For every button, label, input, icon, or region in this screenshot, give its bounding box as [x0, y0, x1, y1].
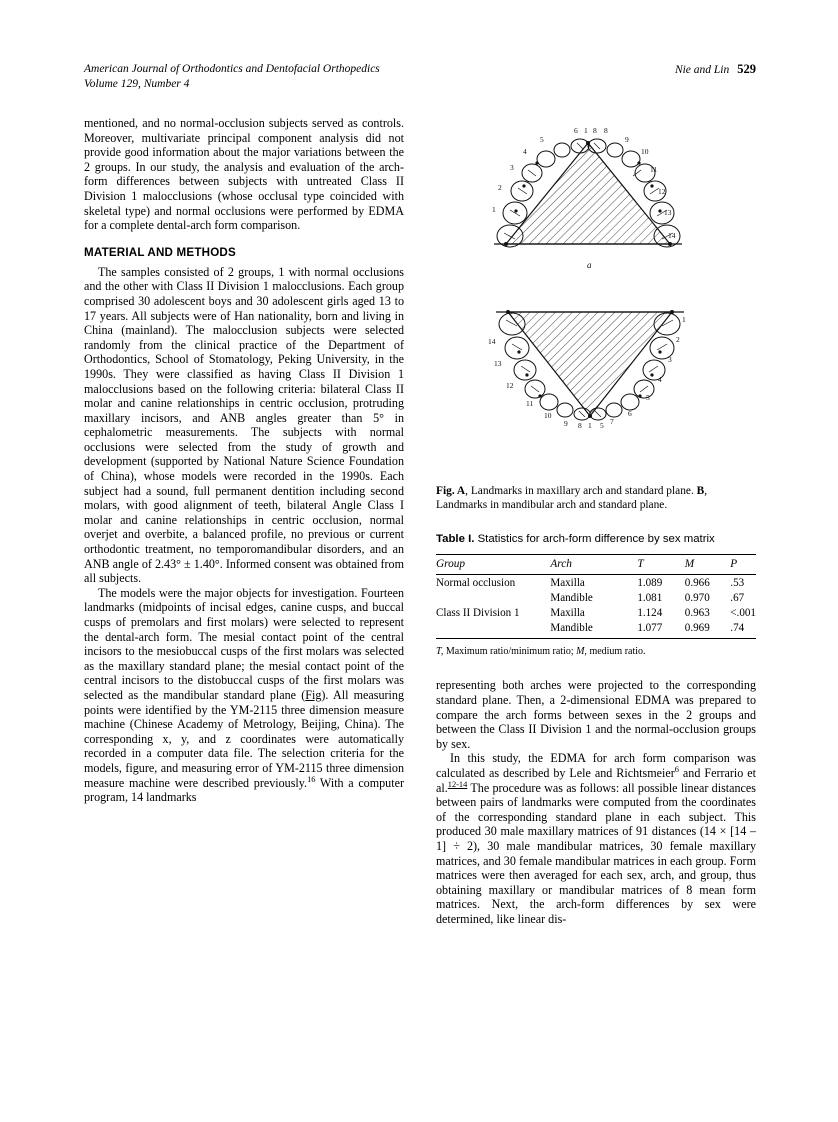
cell-t: 1.081 [637, 592, 663, 605]
running-head [84, 62, 756, 98]
svg-text:5: 5 [600, 421, 604, 430]
cell-group [436, 620, 550, 639]
table-row [436, 575, 756, 591]
figure-caption-prefix: Fig. [436, 485, 457, 497]
cell-arch: Maxilla [550, 577, 585, 590]
table-row [436, 590, 756, 605]
svg-text:14: 14 [668, 231, 676, 240]
table-body [436, 575, 756, 639]
cell-m: 0.970 [684, 592, 710, 605]
table-block [436, 532, 756, 658]
table-title [436, 532, 756, 546]
reference-6[interactable]: 6 [674, 764, 679, 774]
cell-arch: Mandible [550, 622, 593, 635]
figure-panel-b-label: B [696, 485, 705, 497]
paragraph-samples: The samples consisted of 2 groups, 1 with normal occlusions and the other with Class II Division 1 malocclusions. Each group comprised 30 adolescent boys and 30 adolescent girls aged 13 to 17 years. All subjects were of Han nationality, born and living in China (mainland). The malocclusion subjects were selected randomly from the clinical practice of the Department of Orthodontics, School of Stomatology, Peking University, in the 1990s. They were classified as having Class II Division 1 malocclusions based on the following criteria: bilateral Class II molar and canine relationships in centric occlusion, protruding maxillary incisors, and ANB angles greater than 5° in cephalometric measurements. The subjects with normal occlusions were selected from the study of growth and development (supported by National Nature Science Foundation of China), whose models were recorded in the 1990s. Each subject had a sound, full permanent dentition including second molars, with good alignment of teeth, bilateral Angle Class I molar and canine relationships in centric occlusion, normal overjet and overbite, a balanced profile, no previous or current orthodontic treatment, no temporomandibular disorders, and an ANB angle of 2.43° ± 1.40°. Informed consent was obtained from all subjects. [84, 264, 404, 586]
cell-m: 0.966 [684, 577, 710, 590]
cell-m: 0.963 [684, 607, 710, 620]
svg-text:6: 6 [628, 409, 632, 418]
cell-p: <.001 [730, 607, 756, 620]
cell-arch: Maxilla [550, 607, 585, 620]
svg-text:4: 4 [658, 375, 662, 384]
paragraph-edma-part-c: The procedure was as follows: all possible linear distances between pairs of landmarks were computed from the coordinates of the corresponding standard plane in each subject. This produced 30 male maxillary matrices of 91 distances (14 × [14 – 1] ÷ 2), 30 male mandibular matrices, 30 female maxillary matrices, and 30 female mandibular matrices in each group. Form matrices were then averaged for each sex, arch, and group, thus obtaining maxillary or mandibular matrices of 8 mean form matrices. Next, the arch-form differences by sex were determined, like linear dis- [436, 780, 756, 926]
svg-text:13: 13 [664, 208, 672, 217]
svg-text:a: a [587, 260, 592, 270]
figure-block [436, 116, 756, 512]
table-header-row [436, 555, 756, 575]
panel-b-mandible [488, 310, 686, 430]
svg-text:10: 10 [544, 411, 552, 420]
column-header-group: Group [436, 558, 466, 571]
figure-image [436, 116, 756, 474]
paragraph-edma-part-b: and Ferrario et al. [436, 765, 756, 795]
svg-text:9: 9 [625, 135, 629, 144]
dental-arch-diagram [436, 116, 756, 474]
svg-text:5: 5 [646, 393, 650, 402]
figure-caption-a-text: , Landmarks in maxillary arch and standard plane. [465, 485, 697, 497]
footnote-m-text: medium ratio. [586, 646, 646, 658]
stats-table [436, 554, 756, 639]
footnote-t-text: Maximum ratio/minimum ratio; [443, 646, 577, 658]
journal-volume-line: Volume 129, Number 4 [84, 77, 190, 90]
footnote-t-symbol: T, [436, 646, 444, 658]
table-row [436, 620, 756, 639]
paragraph-projection: representing both arches were projected to the corresponding standard plane. Then, a 2-dimensional EDMA was prepared to compare the arch forms between sexes in the 2 groups and between the Class II Division 1 and the normal-occlusion groups by sex. [436, 678, 756, 751]
reference-12-14[interactable]: 12-14 [447, 779, 468, 789]
svg-text:8: 8 [578, 421, 582, 430]
column-header-t: T [637, 558, 644, 571]
paragraph-edma [436, 751, 756, 926]
section-heading-material-and-methods: MATERIAL AND METHODS [84, 245, 236, 259]
cell-p: .53 [730, 577, 745, 590]
svg-text:2: 2 [498, 183, 502, 192]
cell-m: 0.969 [684, 622, 710, 635]
figure-reference-link[interactable]: Fig [305, 687, 322, 702]
svg-text:7: 7 [610, 417, 614, 426]
paragraph-edma-part-a: In this study, the EDMA for arch form comparison was calculated as described by Lele and Richtsmeier [436, 751, 756, 780]
cell-group [436, 590, 550, 605]
svg-text:8: 8 [593, 126, 597, 135]
column-header-arch: Arch [550, 558, 572, 571]
svg-text:4: 4 [523, 147, 527, 156]
right-column [436, 116, 756, 927]
svg-text:6: 6 [574, 126, 578, 135]
paragraph-models-part-c: With a computer program, 14 landmarks [84, 775, 404, 805]
table-title-text: Statistics for arch-form difference by sex matrix [474, 533, 715, 545]
running-head-authors [675, 62, 756, 78]
journal-title-line1: American Journal of Orthodontics and Dentofacial Orthopedics [84, 63, 380, 75]
paragraph-models [84, 586, 404, 805]
authors-name: Nie and Lin [674, 64, 730, 76]
column-header-m: M [684, 558, 695, 571]
table-head [436, 555, 756, 575]
cell-p: .74 [730, 622, 745, 635]
cell-p: .67 [730, 592, 745, 605]
svg-text:9: 9 [564, 419, 568, 428]
paragraph-models-part-b: ). All measuring points were identified by the YM-2115 three dimension measure machine (Chinese Academy of Metrology, Beijing, China). The corresponding x, y, and z coordinates were automatically recorded in a computer data file. The selection criteria for the models, figure, and measuring error of YM-2115 three dimension measure machine were described previously. [84, 687, 404, 790]
svg-text:12: 12 [506, 381, 514, 390]
left-column [84, 116, 404, 805]
svg-text:1: 1 [588, 421, 592, 430]
table-footnote [436, 645, 756, 658]
svg-text:1: 1 [682, 315, 686, 324]
svg-text:5: 5 [540, 135, 544, 144]
svg-text:1: 1 [584, 126, 588, 135]
panel-a-maxilla [492, 126, 682, 270]
cell-arch: Mandible [550, 592, 593, 605]
cell-group: Normal occlusion [436, 577, 516, 590]
cell-t: 1.089 [637, 577, 663, 590]
table-row [436, 605, 756, 620]
svg-text:12: 12 [658, 187, 666, 196]
table-label: Table I. [436, 533, 475, 545]
cell-t: 1.077 [637, 622, 663, 635]
cell-t: 1.124 [637, 607, 663, 620]
figure-caption-b-text: , Landmarks in mandibular arch and standard plane. [436, 485, 708, 511]
svg-text:13: 13 [494, 359, 502, 368]
svg-text:8: 8 [604, 126, 608, 135]
page-number: 529 [737, 62, 756, 76]
svg-text:3: 3 [510, 163, 514, 172]
figure-caption [436, 484, 756, 512]
svg-text:3: 3 [668, 355, 672, 364]
svg-text:14: 14 [488, 337, 496, 346]
cell-group: Class II Division 1 [436, 607, 520, 620]
reference-16[interactable]: 16 [307, 774, 316, 784]
svg-text:2: 2 [676, 335, 680, 344]
svg-text:1: 1 [492, 205, 496, 214]
journal-title [84, 62, 504, 91]
figure-panel-a-label: A [456, 485, 466, 497]
svg-text:10: 10 [641, 147, 649, 156]
svg-text:11: 11 [650, 165, 658, 174]
svg-text:11: 11 [526, 399, 534, 408]
paragraph-models-part-a: The models were the major objects for investigation. Fourteen landmarks (midpoints of incisal edges, canine cusps, and buccal cusps of premolars and first molars) were selected to represent the dental-arch form. The mesial contact point of the central incisors to the mesiobuccal cusps of the first molars was selected as the maxillary standard plane; the mesial contact point of the central incisors to the distobuccal cusps of the first molars was selected as the mandibular standard plane ( [84, 585, 404, 702]
footnote-m-symbol: M, [576, 646, 587, 658]
column-header-p: P [730, 558, 738, 571]
paragraph-intro-continued: mentioned, and no normal-occlusion subjects served as controls. Moreover, multivariate principal component analysis did not provide good information about the major variations between the 2 groups. In our study, the analysis and evaluation of the arch-form differences between subjects with untreated Class II Division 1 malocclusions (whose occlusal type coincided with skeletal type) and normal occlusions were performed by EDMA for a complete dental-arch form comparison. [84, 116, 404, 233]
